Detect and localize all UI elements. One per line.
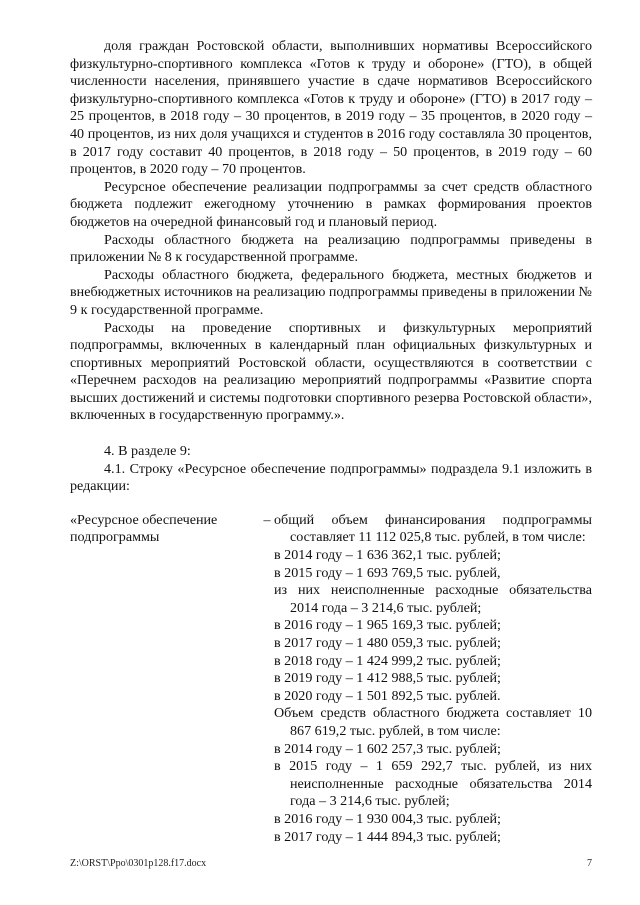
table-line: в 2017 году – 1 480 059,3 тыс. рублей; — [274, 635, 501, 651]
table-line: в 2015 году – 1 693 769,5 тыс. рублей, — [274, 564, 501, 581]
table-line: в 2017 году – 1 444 894,3 тыс. рублей; — [274, 828, 501, 845]
footer-page-number: 7 — [587, 858, 592, 869]
table-line: в 2020 году – 1 501 892,5 тыс. рублей. — [274, 687, 501, 704]
subsection-instruction: 4.1. Строку «Ресурсное обеспечение подпрограммы» подраздела 9.1 изложить в редакции: — [70, 460, 592, 495]
spacer — [70, 425, 592, 443]
table-line: из них неисполненные расходные обязательства 2014 года – 3 214,6 тыс. рублей; — [274, 582, 592, 616]
table-line: в 2019 году – 1 412 988,5 тыс. рублей; — [274, 670, 501, 687]
paragraph-appendix-8: Расходы областного бюджета на реализацию подпрограммы приведены в приложении № 8 к государственной программе. — [70, 231, 592, 266]
table-right-column — [274, 512, 592, 846]
footer-file-path: Z:\ORST\Ppo\0301p128.f17.docx — [70, 858, 207, 869]
table-line: в 2016 году – 1 930 004,3 тыс. рублей; — [274, 810, 501, 827]
page-footer — [70, 858, 592, 869]
table-line: в 2015 году – 1 659 292,7 тыс. рублей, из них неисполненные расходные обязательства 2014 года – 3 214,6 тыс. рублей; — [274, 758, 592, 810]
table-line: в 2014 году – 1 602 257,3 тыс. рублей; — [274, 740, 501, 757]
table-dash: – — [263, 511, 271, 528]
table-line: общий объем финансирования подпрограммы составляет 11 112 025,8 тыс. рублей, в том числе: — [274, 511, 592, 546]
paragraph-sports-events: Расходы на проведение спортивных и физкультурных мероприятий подпрограммы, включенных в календарный план официальных физкультурных и спортивных мероприятий Ростовской области, осуществляются в соответствии с «Перечнем расходов на реализацию мероприятий подпрограммы «Развитие спорта высших достижений и системы подготовки спортивного резерва Ростовской области», включенных в государственную программу.». — [70, 319, 592, 424]
section-heading: 4. В разделе 9: — [104, 443, 191, 460]
paragraph-appendix-9: Расходы областного бюджета, федерального бюджета, местных бюджетов и внебюджетных источников на реализацию подпрограммы приведены в приложении № 9 к государственной программе. — [70, 266, 592, 318]
document-page — [70, 38, 592, 846]
table-line: в 2018 году – 1 424 999,2 тыс. рублей; — [274, 652, 501, 669]
table-left-label: «Ресурсное обеспечение подпрограммы — [70, 511, 218, 546]
paragraph-gto-share: доля граждан Ростовской области, выполнивших нормативы Всероссийского физкультурно-спортивного комплекса «Готов к труду и обороне» (ГТО), в общей численности населения, принявшего участие в сдаче нормативов Всероссийского физкультурно-спортивного комплекса «Готов к труду и обороне» (ГТО) в 2017 году – 25 процентов, в 2018 году – 30 процентов, в 2019 году – 35 процентов, в 2020 году – 40 процентов, из них доля учащихся и студентов в 2016 году составляла 30 процентов, в 2017 году составит 40 процентов, в 2018 году – 50 процентов, в 2019 году – 60 процентов, в 2020 году – 70 процентов. — [70, 38, 592, 178]
paragraph-resource-provision: Ресурсное обеспечение реализации подпрограммы за счет средств областного бюджета подлежит ежегодному уточнению в рамках формирования проектов бюджетов на очередной финансовый год и плановый период. — [70, 178, 592, 230]
table-line: Объем средств областного бюджета составляет 10 867 619,2 тыс. рублей, в том числе: — [274, 705, 592, 739]
table-line: в 2014 году – 1 636 362,1 тыс. рублей; — [274, 547, 501, 564]
resource-table — [70, 512, 592, 846]
table-line: в 2016 году – 1 965 169,3 тыс. рублей; — [274, 617, 501, 634]
